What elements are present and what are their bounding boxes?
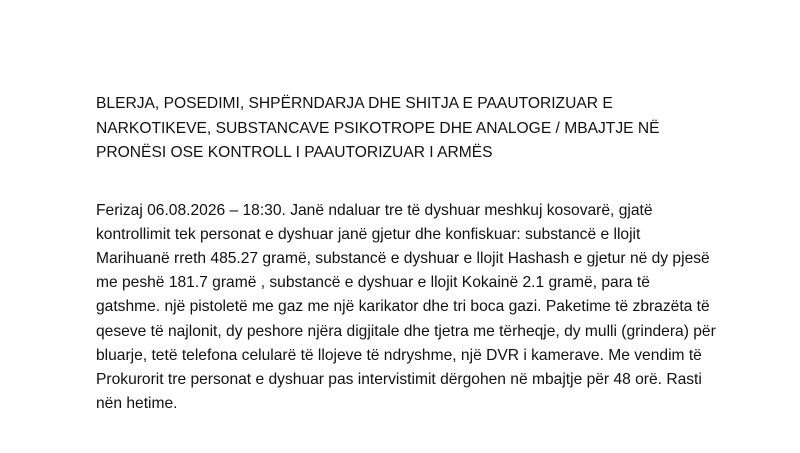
article-body: Ferizaj 06.08.2026 – 18:30. Janë ndaluar tre të dyshuar meshkuj kosovarë, gjatë kontrollimit tek personat e dyshuar janë gjetur dhe konfiskuar: substancë e llojit Marihuanë rreth 485.27 gramë, substancë e dyshuar e llojit Hashash e gjetur në dy pjesë me peshë 181.7 gramë , substancë e dyshuar e llojit Kokainë 2.1 gramë, para të gatshme. një pistoletë me gaz me një karikator dhe tri boca gazi. Paketime të zbrazëta të qeseve të najlonit, dy peshore njëra digjitale dhe tjetra me tërheqje, dy mulli (grindera) për bluarje, tetë telefona celularë të llojeve të ndryshme, një DVR i kamerave. Me vendim të Prokurorit tre personat e dyshuar pas intervistimit dërgohen në mbajtje për 48 orë. Rasti nën hetime.: [96, 201, 716, 413]
article-headline: BLERJA, POSEDIMI, SHPËRNDARJA DHE SHITJA E PAAUTORIZUAR E NARKOTIKEVE, SUBSTANCAVE PSIKOTROPE DHE ANALOGE / MBAJTJE NË PRONËSI OSE KONTROLL I PAAUTORIZUAR I ARMËS: [96, 95, 660, 161]
news-article: [96, 92, 716, 416]
